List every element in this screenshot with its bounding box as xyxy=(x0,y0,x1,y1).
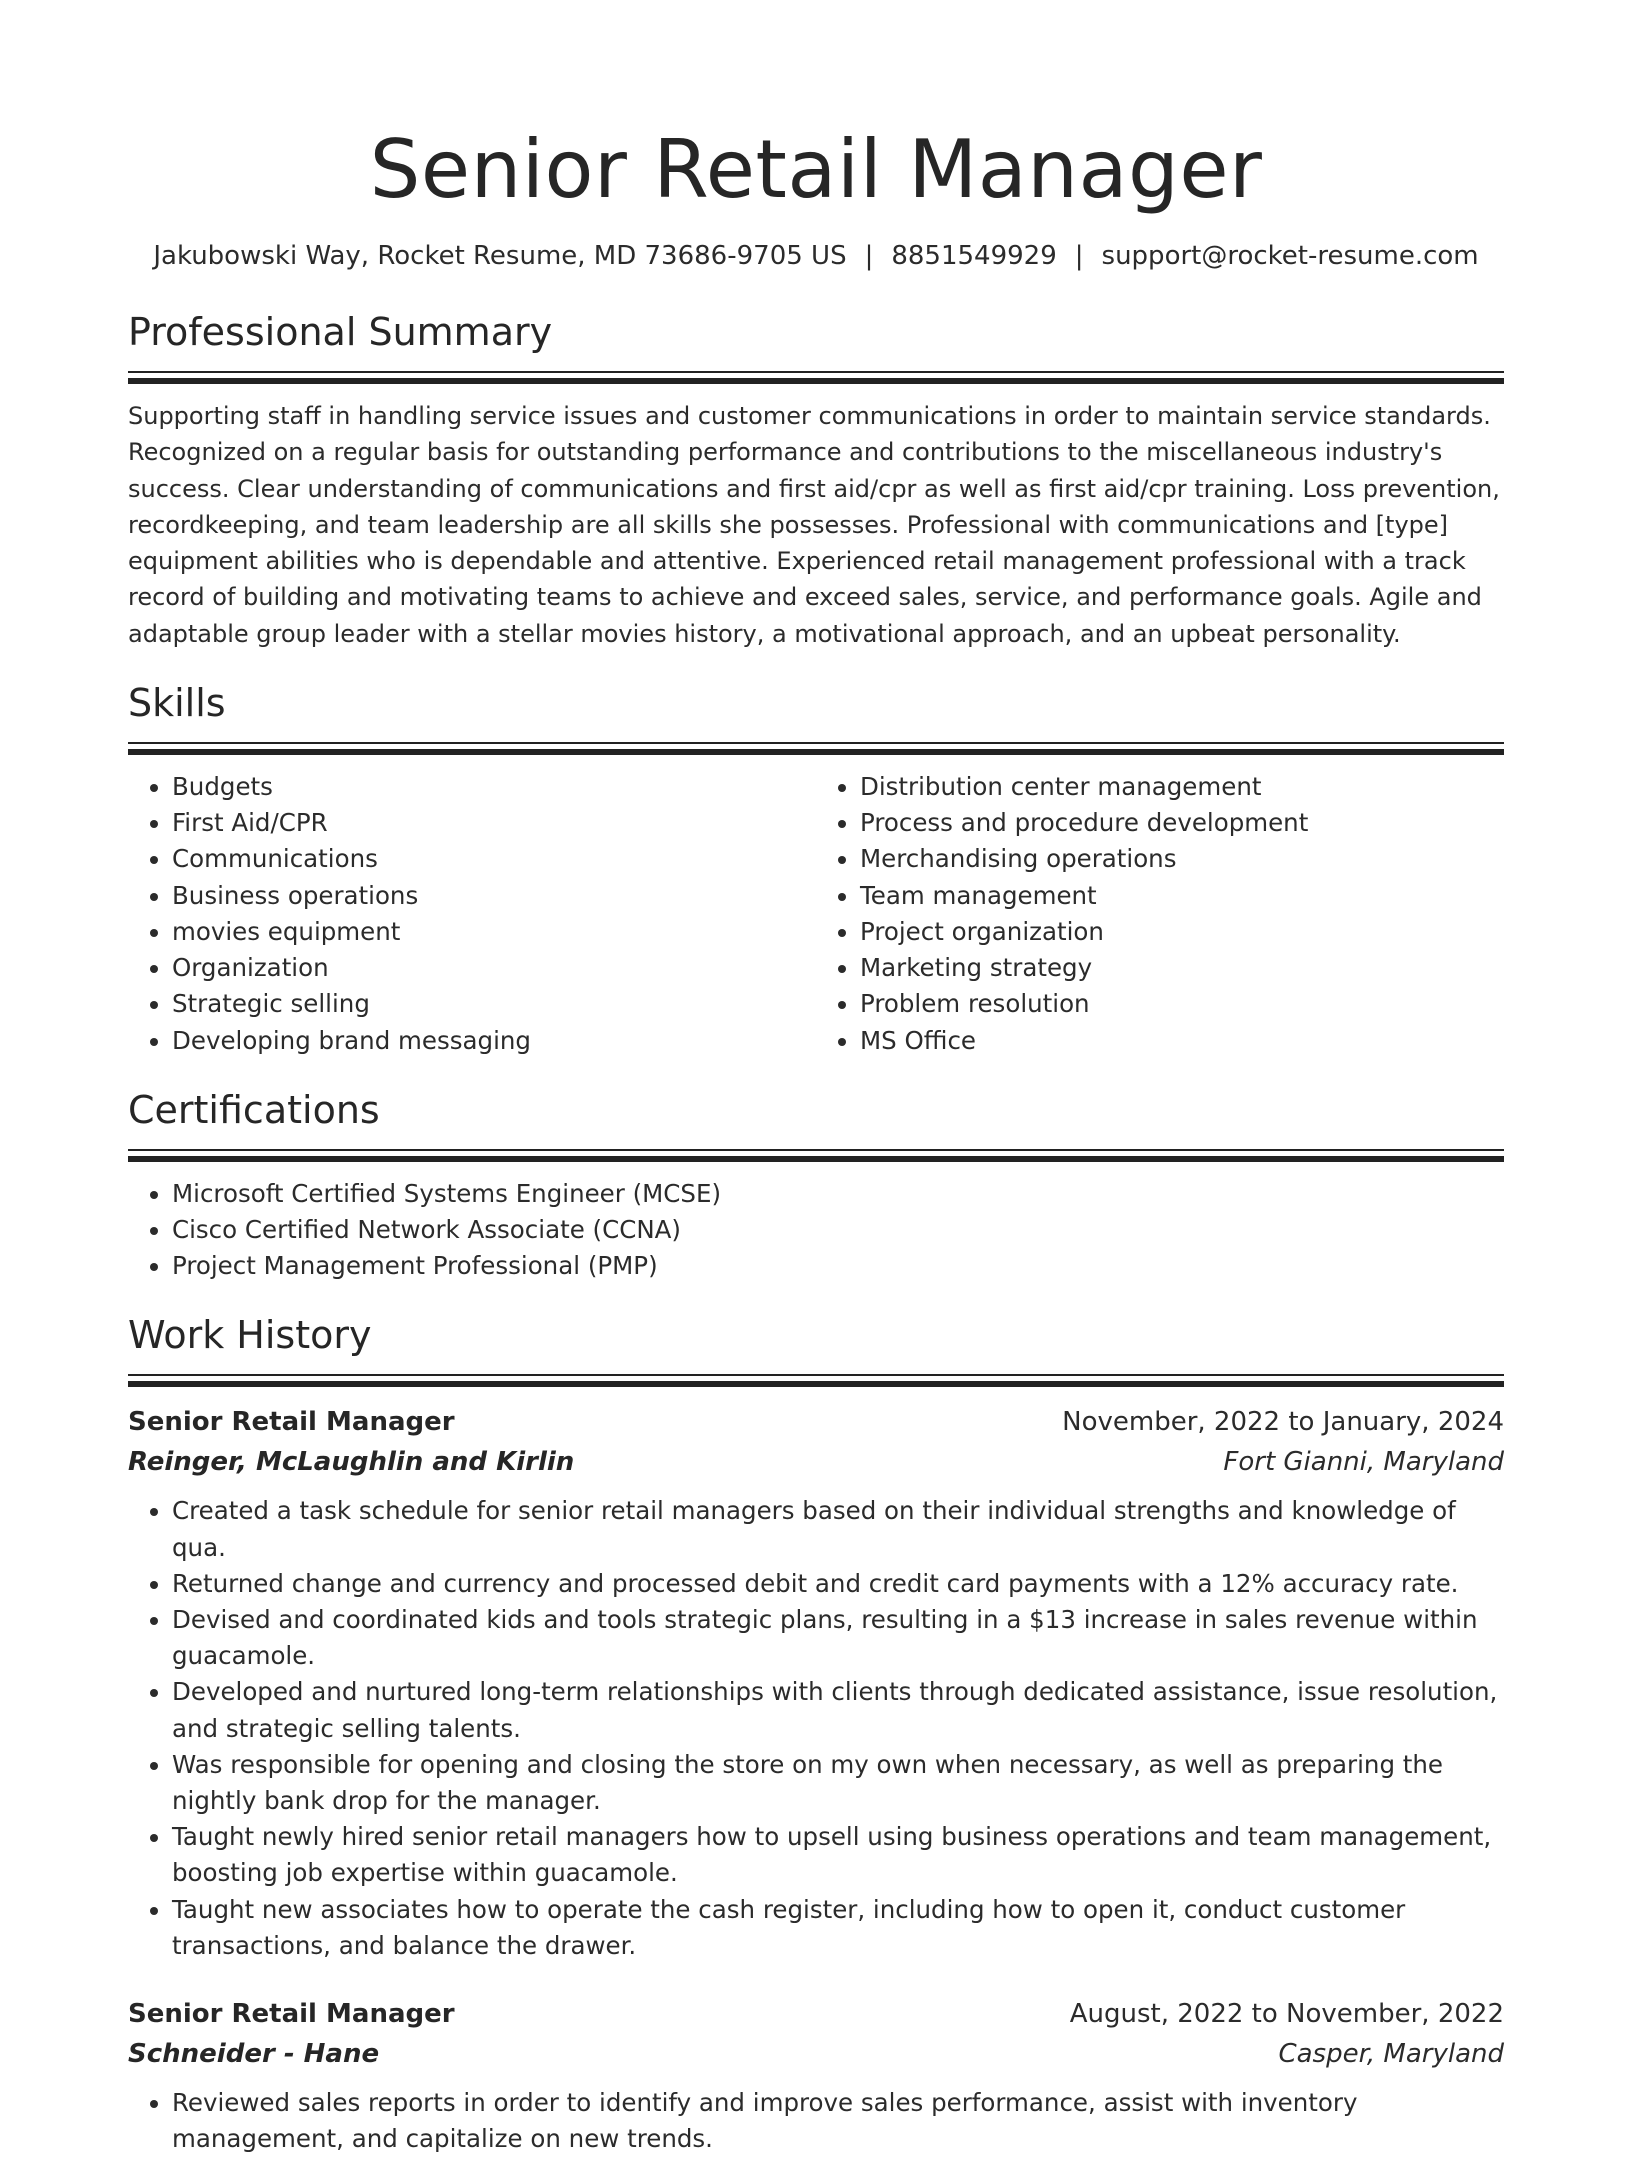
job-bullet: • Returned change and currency and processed debit and credit card payments with a 12% accuracy rate. xyxy=(172,1566,1504,1602)
resume-name: Senior Retail Manager xyxy=(369,123,1263,216)
skill-item: • Communications xyxy=(172,841,816,877)
contact-phone: 8851549929 xyxy=(891,241,1057,271)
job-dates: November, 2022 to January, 2024 xyxy=(1062,1407,1504,1438)
job-company: Reinger, McLaughlin and Kirlin xyxy=(128,1447,575,1478)
skill-item: • Strategic selling xyxy=(172,986,816,1022)
skills-left-list xyxy=(128,769,816,1059)
skill-item: • Process and procedure development xyxy=(860,805,1504,841)
skills-columns xyxy=(128,769,1504,1059)
job-entry xyxy=(128,1994,1504,2157)
job-header xyxy=(128,1402,1504,1442)
job-bullet: • Taught newly hired senior retail managers how to upsell using business operations and team management, boosting job expertise within guacamole. xyxy=(172,1819,1504,1891)
skill-item: • Merchandising operations xyxy=(860,841,1504,877)
resume-page xyxy=(128,0,1504,2157)
certifications-section xyxy=(128,1085,1504,1285)
job-bullet: • Was responsible for opening and closing the store on my own when necessary, as well as preparing the nightly bank drop for the manager. xyxy=(172,1747,1504,1819)
contact-line xyxy=(128,238,1504,274)
contact-address: Jakubowski Way, Rocket Resume, MD 73686-9705 US xyxy=(153,241,847,271)
job-dates: August, 2022 to November, 2022 xyxy=(1069,1998,1504,2029)
contact-separator: | xyxy=(864,241,874,271)
skill-item: • Distribution center management xyxy=(860,769,1504,805)
job-title: Senior Retail Manager xyxy=(128,1407,455,1438)
section-title-work-history: Work History xyxy=(128,1313,372,1358)
job-title: Senior Retail Manager xyxy=(128,1998,455,2029)
certification-item: • Project Management Professional (PMP) xyxy=(172,1248,1504,1284)
section-divider xyxy=(128,1374,1504,1387)
skill-item: • Marketing strategy xyxy=(860,950,1504,986)
job-location: Casper, Maryland xyxy=(1278,2038,1504,2069)
skill-item: • Business operations xyxy=(172,878,816,914)
job-header xyxy=(128,1994,1504,2034)
section-divider xyxy=(128,371,1504,384)
job-location: Fort Gianni, Maryland xyxy=(1223,1447,1504,1478)
job-bullets xyxy=(128,1493,1504,1964)
certification-item: • Microsoft Certified Systems Engineer (MCSE) xyxy=(172,1176,1504,1212)
job-bullet: • Created a task schedule for senior retail managers based on their individual strengths and knowledge of qua. xyxy=(172,1493,1504,1565)
skill-item: • Project organization xyxy=(860,914,1504,950)
job-subheader xyxy=(128,2034,1504,2074)
job-subheader xyxy=(128,1442,1504,1482)
skill-item: • Developing brand messaging xyxy=(172,1023,816,1059)
job-bullet: • Taught new associates how to operate the cash register, including how to open it, conduct customer transactions, and balance the drawer. xyxy=(172,1892,1504,1964)
skills-right-list xyxy=(816,769,1504,1059)
section-divider xyxy=(128,742,1504,755)
skill-item: • First Aid/CPR xyxy=(172,805,816,841)
certification-item: • Cisco Certified Network Associate (CCNA) xyxy=(172,1212,1504,1248)
skills-section xyxy=(128,678,1504,1059)
summary-text: Supporting staff in handling service issues and customer communications in order to maintain service standards. Recognized on a regular basis for outstanding performance and contributions to the miscellaneous industry's success. Clear understanding of communications and first aid/cpr as well as first aid/cpr training. Loss prevention, recordkeeping, and team leadership are all skills she possesses. Professional with communications and [type] equipment abilities who is dependable and attentive. Experienced retail management professional with a track record of building and motivating teams to achieve and exceed sales, service, and performance goals. Agile and adaptable group leader with a stellar movies history, a motivational approach, and an upbeat personality. xyxy=(128,402,1500,648)
job-company: Schneider - Hane xyxy=(128,2038,380,2069)
section-title-summary: Professional Summary xyxy=(128,310,553,354)
contact-separator: | xyxy=(1074,241,1084,271)
section-title-certifications: Certifications xyxy=(128,1087,380,1132)
skill-item: • Problem resolution xyxy=(860,986,1504,1022)
job-bullet: • Devised and coordinated kids and tools strategic plans, resulting in a $13 increase in sales revenue within guacamole. xyxy=(172,1602,1504,1674)
job-entry xyxy=(128,1402,1504,1964)
certifications-list xyxy=(128,1176,1504,1285)
section-divider xyxy=(128,1149,1504,1162)
job-bullets xyxy=(128,2085,1504,2157)
skill-item: • Organization xyxy=(172,950,816,986)
summary-section xyxy=(128,307,1504,652)
skill-item: • Team management xyxy=(860,878,1504,914)
job-bullet: • Reviewed sales reports in order to identify and improve sales performance, assist with inventory management, and capitalize on new trends. xyxy=(172,2085,1504,2157)
skill-item: • MS Office xyxy=(860,1023,1504,1059)
section-title-skills: Skills xyxy=(128,681,226,726)
job-bullet: • Developed and nurtured long-term relationships with clients through dedicated assistance, issue resolution, and strategic selling talents. xyxy=(172,1674,1504,1746)
contact-email: support@rocket-resume.com xyxy=(1101,241,1479,271)
work-history-section xyxy=(128,1310,1504,2157)
skill-item: • Budgets xyxy=(172,769,816,805)
skill-item: • movies equipment xyxy=(172,914,816,950)
